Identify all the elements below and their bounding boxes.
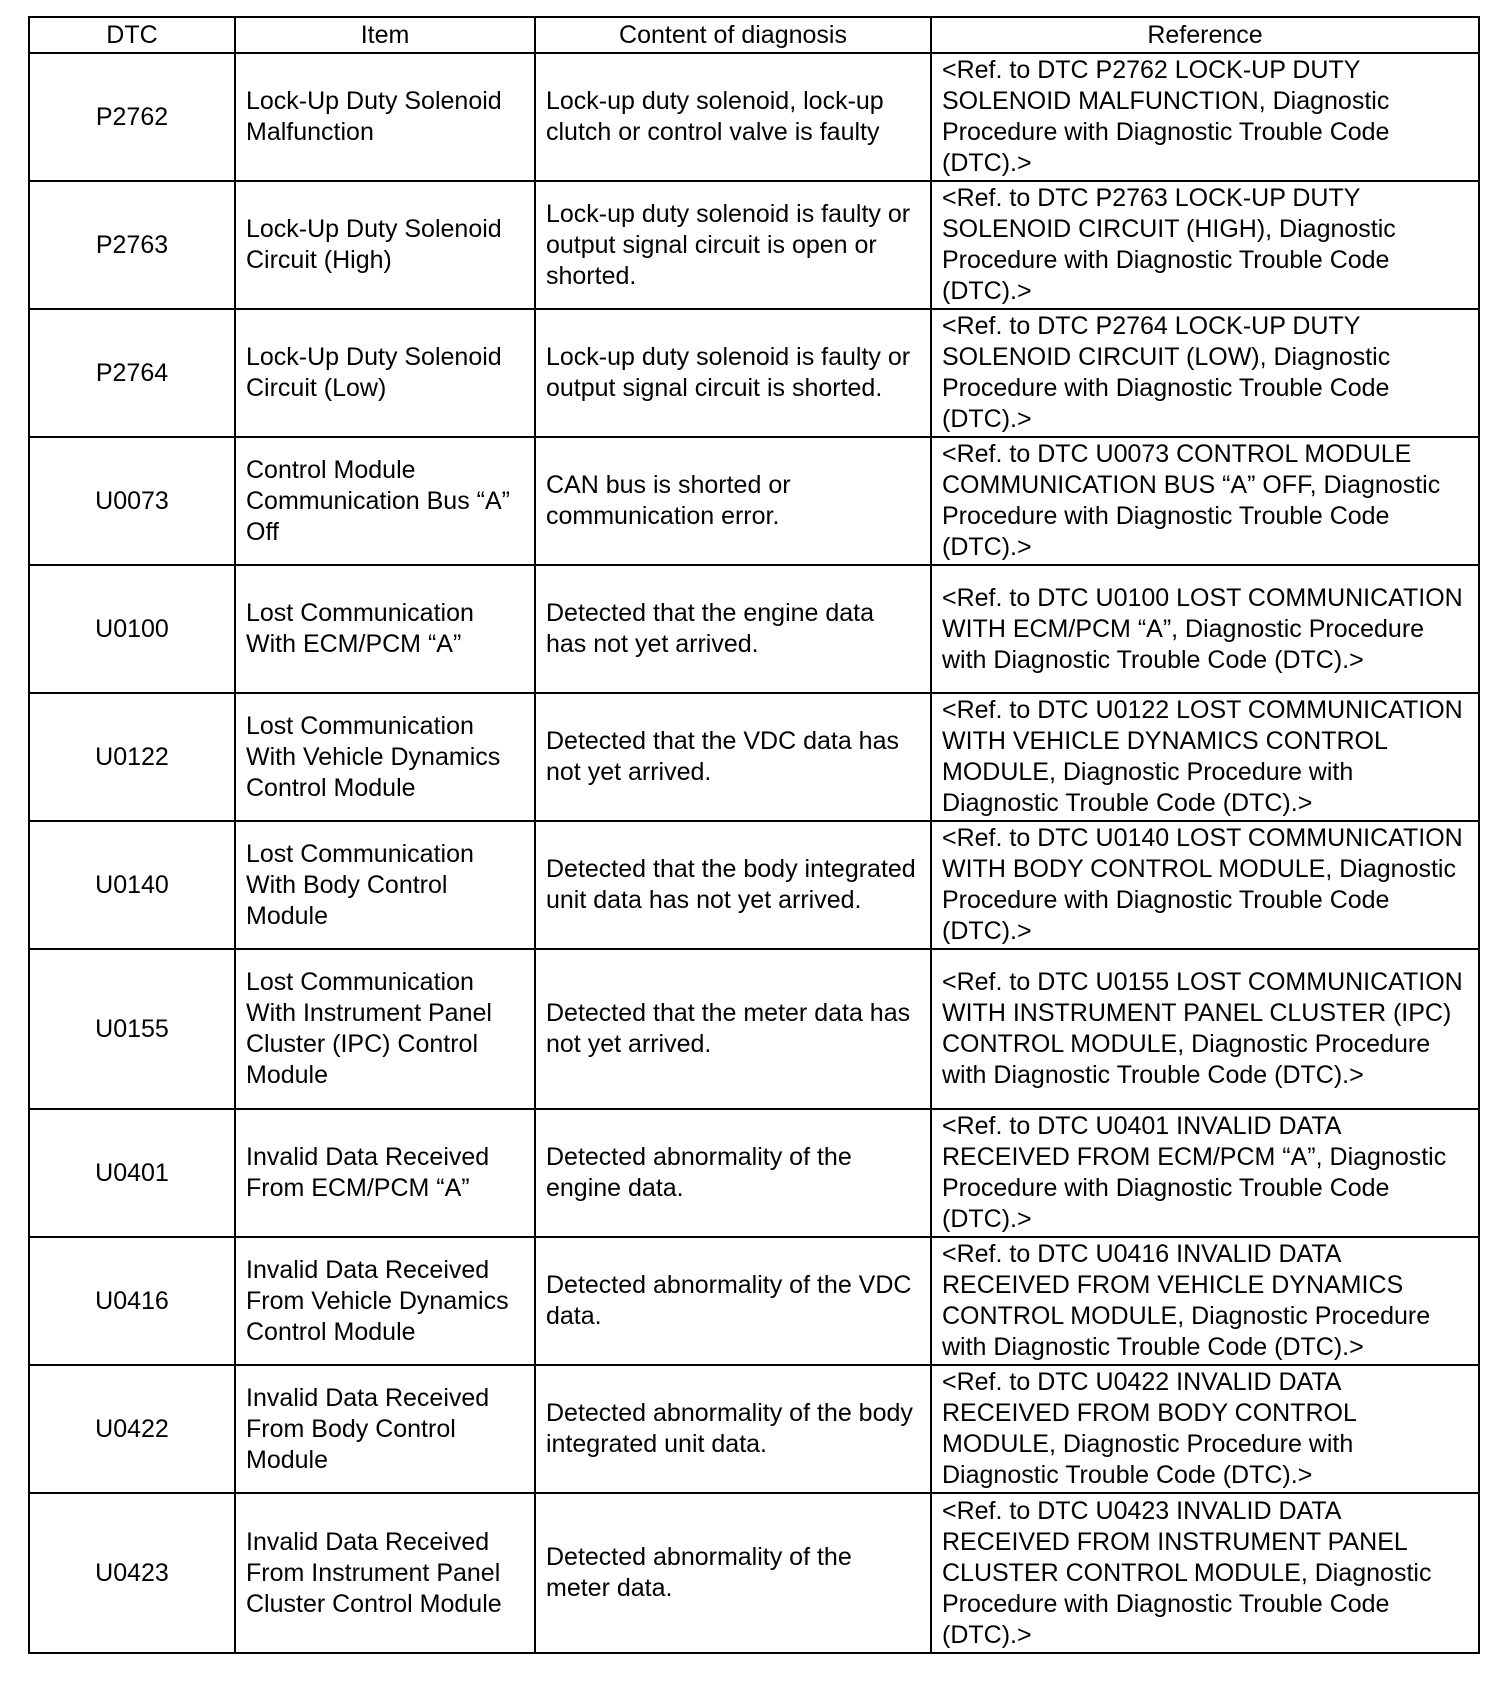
dtc-code: U0122 [29, 693, 235, 821]
table-row [29, 437, 1479, 565]
dtc-table [28, 16, 1480, 1654]
dtc-content: Lock-up duty solenoid, lock-up clutch or control valve is faulty [535, 53, 931, 181]
dtc-item: Lost Communication With Body Control Module [235, 821, 535, 949]
dtc-content: CAN bus is shorted or communication error. [535, 437, 931, 565]
dtc-item: Invalid Data Received From Instrument Panel Cluster Control Module [235, 1493, 535, 1653]
dtc-reference: <Ref. to DTC U0155 LOST COMMUNICATION WITH INSTRUMENT PANEL CLUSTER (IPC) CONTROL MODULE, Diagnostic Procedure with Diagnostic Trouble Code (DTC).> [931, 949, 1479, 1109]
dtc-item: Lock-Up Duty Solenoid Malfunction [235, 53, 535, 181]
table-row [29, 1109, 1479, 1237]
dtc-content: Detected abnormality of the body integrated unit data. [535, 1365, 931, 1493]
dtc-reference: <Ref. to DTC U0401 INVALID DATA RECEIVED FROM ECM/PCM “A”, Diagnostic Procedure with Diagnostic Trouble Code (DTC).> [931, 1109, 1479, 1237]
table-row [29, 693, 1479, 821]
dtc-code: U0140 [29, 821, 235, 949]
dtc-reference: <Ref. to DTC P2762 LOCK-UP DUTY SOLENOID MALFUNCTION, Diagnostic Procedure with Diagnostic Trouble Code (DTC).> [931, 53, 1479, 181]
dtc-reference: <Ref. to DTC U0073 CONTROL MODULE COMMUNICATION BUS “A” OFF, Diagnostic Procedure with Diagnostic Trouble Code (DTC).> [931, 437, 1479, 565]
table-row [29, 181, 1479, 309]
dtc-item: Lock-Up Duty Solenoid Circuit (High) [235, 181, 535, 309]
table-row [29, 565, 1479, 693]
dtc-item: Invalid Data Received From Body Control Module [235, 1365, 535, 1493]
dtc-content: Detected abnormality of the meter data. [535, 1493, 931, 1653]
dtc-code: U0155 [29, 949, 235, 1109]
table-row [29, 1493, 1479, 1653]
dtc-content: Lock-up duty solenoid is faulty or output signal circuit is shorted. [535, 309, 931, 437]
column-header-dtc: DTC [29, 17, 235, 53]
table-row [29, 821, 1479, 949]
dtc-reference: <Ref. to DTC U0100 LOST COMMUNICATION WITH ECM/PCM “A”, Diagnostic Procedure with Diagnostic Trouble Code (DTC).> [931, 565, 1479, 693]
column-header-content: Content of diagnosis [535, 17, 931, 53]
dtc-reference: <Ref. to DTC U0140 LOST COMMUNICATION WITH BODY CONTROL MODULE, Diagnostic Procedure with Diagnostic Trouble Code (DTC).> [931, 821, 1479, 949]
dtc-item: Control Module Communication Bus “A” Off [235, 437, 535, 565]
dtc-code: P2764 [29, 309, 235, 437]
table-row [29, 1237, 1479, 1365]
dtc-reference: <Ref. to DTC U0416 INVALID DATA RECEIVED FROM VEHICLE DYNAMICS CONTROL MODULE, Diagnostic Procedure with Diagnostic Trouble Code (DTC).> [931, 1237, 1479, 1365]
dtc-reference: <Ref. to DTC P2763 LOCK-UP DUTY SOLENOID CIRCUIT (HIGH), Diagnostic Procedure with Diagnostic Trouble Code (DTC).> [931, 181, 1479, 309]
dtc-code: U0100 [29, 565, 235, 693]
dtc-reference: <Ref. to DTC U0422 INVALID DATA RECEIVED FROM BODY CONTROL MODULE, Diagnostic Procedure with Diagnostic Trouble Code (DTC).> [931, 1365, 1479, 1493]
dtc-code: U0416 [29, 1237, 235, 1365]
dtc-content: Detected abnormality of the engine data. [535, 1109, 931, 1237]
dtc-reference: <Ref. to DTC U0423 INVALID DATA RECEIVED FROM INSTRUMENT PANEL CLUSTER CONTROL MODULE, Diagnostic Procedure with Diagnostic Trouble Code (DTC).> [931, 1493, 1479, 1653]
dtc-item: Lost Communication With Instrument Panel Cluster (IPC) Control Module [235, 949, 535, 1109]
dtc-content: Detected that the body integrated unit data has not yet arrived. [535, 821, 931, 949]
dtc-item: Lost Communication With Vehicle Dynamics Control Module [235, 693, 535, 821]
dtc-code: P2762 [29, 53, 235, 181]
dtc-item: Lost Communication With ECM/PCM “A” [235, 565, 535, 693]
dtc-code: P2763 [29, 181, 235, 309]
dtc-code: U0423 [29, 1493, 235, 1653]
dtc-item: Lock-Up Duty Solenoid Circuit (Low) [235, 309, 535, 437]
dtc-content: Lock-up duty solenoid is faulty or output signal circuit is open or shorted. [535, 181, 931, 309]
table-header-row [29, 17, 1479, 53]
table-row [29, 949, 1479, 1109]
dtc-reference: <Ref. to DTC P2764 LOCK-UP DUTY SOLENOID CIRCUIT (LOW), Diagnostic Procedure with Diagnostic Trouble Code (DTC).> [931, 309, 1479, 437]
dtc-item: Invalid Data Received From Vehicle Dynamics Control Module [235, 1237, 535, 1365]
table-row [29, 1365, 1479, 1493]
dtc-code: U0401 [29, 1109, 235, 1237]
dtc-reference: <Ref. to DTC U0122 LOST COMMUNICATION WITH VEHICLE DYNAMICS CONTROL MODULE, Diagnostic Procedure with Diagnostic Trouble Code (DTC).> [931, 693, 1479, 821]
column-header-item: Item [235, 17, 535, 53]
table-row [29, 309, 1479, 437]
dtc-item: Invalid Data Received From ECM/PCM “A” [235, 1109, 535, 1237]
dtc-code: U0422 [29, 1365, 235, 1493]
table-row [29, 53, 1479, 181]
dtc-content: Detected that the VDC data has not yet arrived. [535, 693, 931, 821]
dtc-content: Detected that the engine data has not yet arrived. [535, 565, 931, 693]
dtc-code: U0073 [29, 437, 235, 565]
column-header-reference: Reference [931, 17, 1479, 53]
dtc-content: Detected that the meter data has not yet arrived. [535, 949, 931, 1109]
dtc-content: Detected abnormality of the VDC data. [535, 1237, 931, 1365]
